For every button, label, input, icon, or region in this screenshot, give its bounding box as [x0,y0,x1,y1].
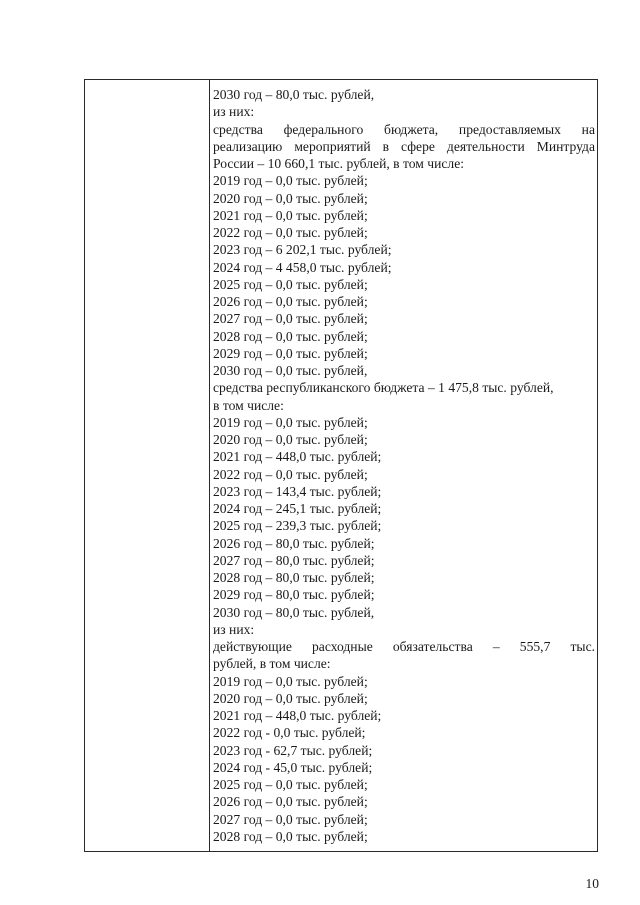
text-line: 2027 год – 0,0 тыс. рублей; [213,811,368,827]
text-line: 2019 год – 0,0 тыс. рублей; [213,673,368,689]
text-line: 2028 год – 0,0 тыс. рублей; [213,328,368,344]
text-line: в том числе: [213,397,284,413]
text-line: 2027 год – 80,0 тыс. рублей; [213,552,375,568]
text-line: 2026 год – 80,0 тыс. рублей; [213,535,375,551]
text-line: 2028 год – 0,0 тыс. рублей; [213,828,368,844]
text-line: 2019 год – 0,0 тыс. рублей; [213,173,368,189]
text-line: 2019 год – 0,0 тыс. рублей; [213,414,368,430]
text-line: из них: [213,104,255,120]
text-line: 2024 год – 245,1 тыс. рублей; [213,501,382,516]
text-line: 2021 год – 0,0 тыс. рублей; [213,207,368,223]
text-line: 2027 год – 0,0 тыс. рублей; [213,311,368,327]
text-line: средства республиканского бюджета – 1 475,8 тыс. рублей, [213,380,554,396]
text-line: 2020 год – 0,0 тыс. рублей; [213,190,368,206]
text-line: 2030 год – 0,0 тыс. рублей, [213,363,368,378]
text-line: 2024 год – 4 458,0 тыс. рублей; [213,259,392,275]
text-line: 2025 год – 0,0 тыс. рублей; [213,777,368,792]
funding-table [84,79,598,852]
text-line: 2020 год – 0,0 тыс. рублей; [213,432,368,447]
text-line: 2029 год – 80,0 тыс. рублей; [213,587,375,603]
text-line: 2023 год - 62,7 тыс. рублей; [213,742,373,758]
text-line: 2026 год – 0,0 тыс. рублей; [213,794,368,810]
text-line: 2026 год – 0,0 тыс. рублей; [213,294,368,309]
text-line: рублей, в том числе: [213,656,331,672]
page-number: 10 [585,876,599,891]
text-line: 2030 год – 80,0 тыс. рублей, [213,604,375,620]
table-right-cell [213,86,595,845]
text-line: действующие расходные обязательства – 555,7 тыс. [213,639,595,654]
text-line: 2021 год – 448,0 тыс. рублей; [213,449,382,465]
text-line: 2030 год – 80,0 тыс. рублей, [213,87,375,102]
text-line: России – 10 660,1 тыс. рублей, в том числе: [213,156,465,171]
text-line: 2023 год – 143,4 тыс. рублей; [213,483,382,499]
text-line: из них: [213,621,255,637]
text-line: средства федерального бюджета, предоставляемых на [213,121,595,137]
text-line: 2025 год – 0,0 тыс. рублей; [213,276,368,292]
text-line: 2020 год – 0,0 тыс. рублей; [213,690,368,706]
text-line: 2025 год – 239,3 тыс. рублей; [213,518,382,534]
text-line: 2024 год - 45,0 тыс. рублей; [213,759,373,775]
column-divider [209,80,210,851]
text-line: 2022 год – 0,0 тыс. рублей; [213,225,368,240]
text-line: реализацию мероприятий в сфере деятельности Минтруда [213,138,595,154]
text-line: 2023 год – 6 202,1 тыс. рублей; [213,242,392,258]
text-line: 2021 год – 448,0 тыс. рублей; [213,708,382,723]
text-line: 2022 год - 0,0 тыс. рублей; [213,725,366,741]
text-line: 2028 год – 80,0 тыс. рублей; [213,570,375,585]
text-line: 2029 год – 0,0 тыс. рублей; [213,345,368,361]
text-line: 2022 год – 0,0 тыс. рублей; [213,466,368,482]
